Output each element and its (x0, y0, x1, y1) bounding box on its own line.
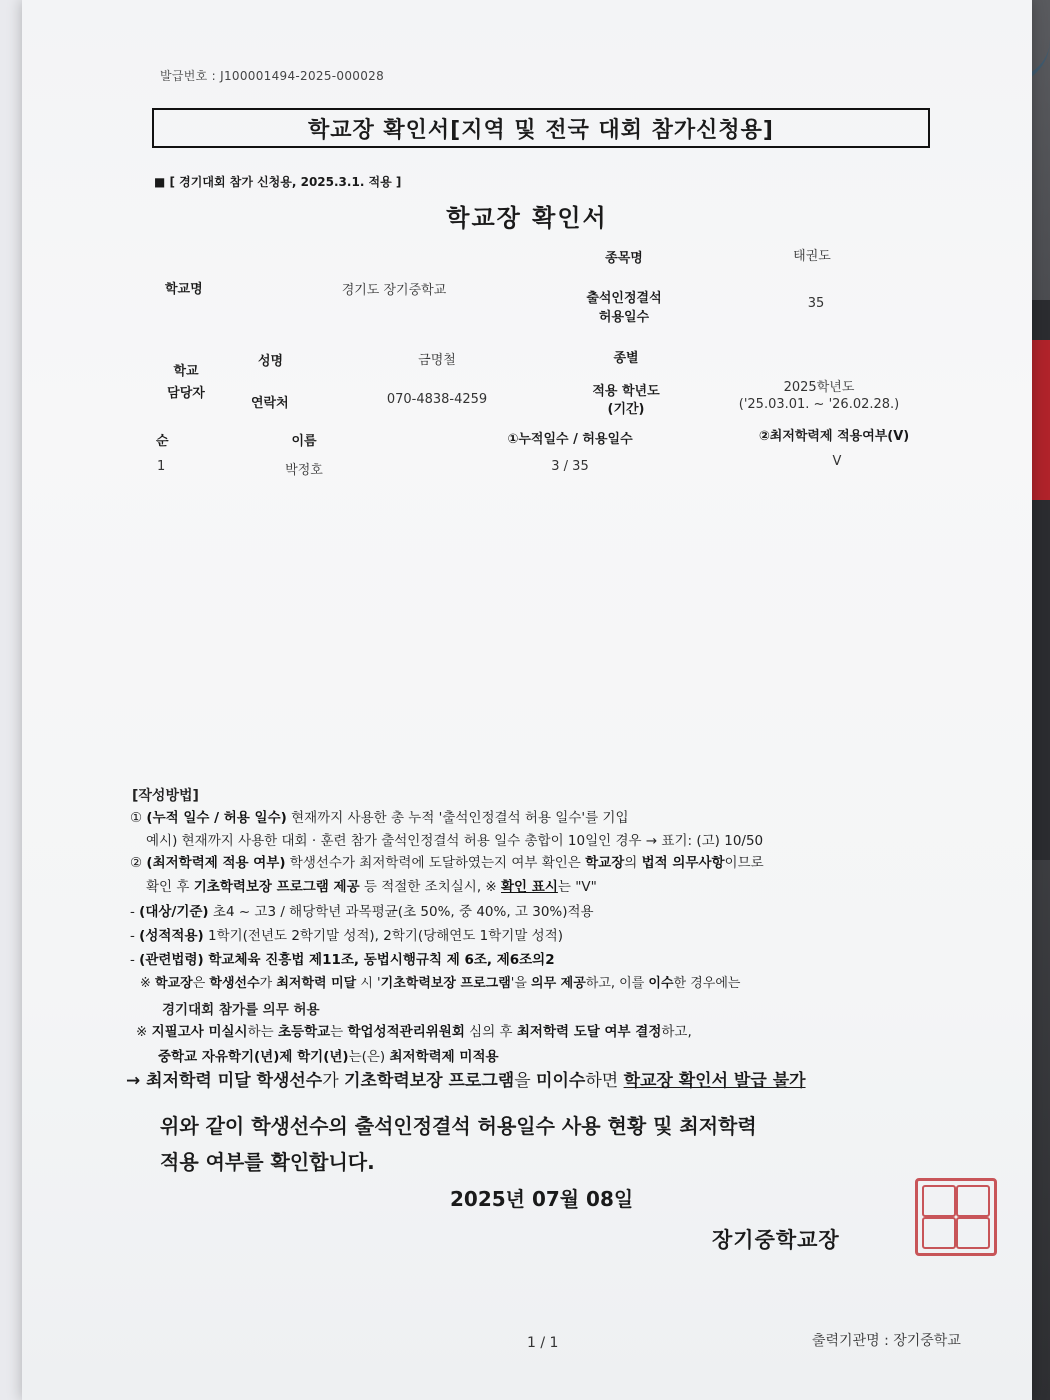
method-line-10: ※ 지필고사 미실시하는 초등학교는 학업성적관리위원회 심의 후 최저학력 도달 여부 결정하고, (136, 1024, 692, 1040)
method-line-7: - (관련법령) 학교체육 진흥법 제11조, 동법시행규칙 제 6조, 제6조의2 (130, 952, 555, 968)
name-value: 금명철 (418, 353, 456, 368)
method-line-3: ② (최저학력제 적용 여부) 학생선수가 최저학력에 도달하였는지 여부 확인은 학교장의 법적 의무사항이므로 (130, 855, 764, 871)
method-arrow-line: → 최저학력 미달 학생선수가 기초학력보장 프로그램을 미이수하면 학교장 확인서 발급 불가 (126, 1071, 806, 1091)
absence-value: 35 (807, 296, 825, 311)
page-number: 1 / 1 (527, 1335, 559, 1351)
output-org: 출력기관명 : 장기중학교 (812, 1333, 961, 1349)
method-line-8: ※ 학교장은 학생선수가 최저학력 미달 시 '기초학력보장 프로그램'을 의무 제공하고, 이를 이수한 경우에는 (140, 976, 741, 991)
table-header-no: 순 (156, 434, 169, 449)
contact-label-2: 담당자 (167, 386, 205, 401)
table-cell-minimum: V (832, 454, 842, 469)
absence-label-1: 출석인정결석 (586, 291, 662, 306)
absence-label-2: 허용일수 (598, 310, 650, 325)
type-label: 종별 (613, 351, 639, 366)
school-value: 경기도 장기중학교 (341, 283, 447, 298)
official-seal (915, 1178, 997, 1256)
method-line-2: 예시) 현재까지 사용한 대회 · 훈련 참가 출석인정결석 허용 일수 총합이 10일인 경우 → 표기: (고) 10/50 (146, 833, 764, 849)
phone-label: 연락처 (251, 396, 289, 411)
year-label-2: (기간) (607, 402, 645, 417)
name-label: 성명 (258, 354, 284, 369)
contact-label-1: 학교 (173, 364, 199, 379)
closing-line-1: 위와 같이 학생선수의 출석인정결석 허용일수 사용 현황 및 최저학력 (160, 1114, 757, 1138)
closing-date: 2025년 07월 08일 (450, 1187, 634, 1211)
table-cell-days: 3 / 35 (551, 459, 589, 474)
method-heading: [작성방법] (132, 788, 199, 804)
table-header-days: ①누적일수 / 허용일수 (507, 432, 633, 447)
phone-value: 070-4838-4259 (386, 392, 488, 407)
document-paper (22, 0, 1032, 1400)
sport-value: 태권도 (793, 249, 831, 264)
signer: 장기중학교장 (712, 1228, 840, 1252)
school-label: 학교명 (165, 282, 203, 297)
method-line-9: 경기대회 참가를 의무 허용 (162, 1002, 320, 1018)
table-cell-name: 박정호 (285, 463, 323, 478)
method-line-1: ① (누적 일수 / 허용 일수) 현재까지 사용한 총 누적 '출석인정결석 허용 일수'를 기입 (130, 810, 629, 826)
table-header-name: 이름 (291, 434, 317, 449)
method-line-6: - (성적적용) 1학기(전년도 2학기말 성적), 2학기(당해연도 1학기말 성적) (130, 928, 564, 944)
year-value-1: 2025학년도 (783, 380, 855, 395)
table-cell-no: 1 (157, 459, 166, 474)
document-title: 학교장 확인서 (446, 204, 608, 232)
year-value-2: ('25.03.01. ~ '26.02.28.) (738, 397, 900, 412)
table-header-minimum: ②최저학력제 적용여부(V) (758, 429, 910, 444)
sport-label: 종목명 (605, 251, 643, 266)
closing-line-2: 적용 여부를 확인합니다. (160, 1150, 375, 1174)
method-line-4: 확인 후 기초학력보장 프로그램 제공 등 적절한 조치실시, ※ 확인 표시는 "V" (146, 879, 597, 895)
method-line-5: - (대상/기준) 초4 ~ 고3 / 해당학년 과목평균(초 50%, 중 40%, 고 30%)적용 (130, 904, 594, 920)
boxed-title: 학교장 확인서[지역 및 전국 대회 참가신청용] (152, 108, 930, 148)
issue-number: 발급번호 : J100001494-2025-000028 (160, 69, 384, 83)
year-label-1: 적용 학년도 (592, 384, 660, 399)
method-line-11: 중학교 자유학기(년)제 학기(년)는(은) 최저학력제 미적용 (158, 1049, 499, 1065)
sub-note: ■ [ 경기대회 참가 신청용, 2025.3.1. 적용 ] (154, 175, 402, 189)
